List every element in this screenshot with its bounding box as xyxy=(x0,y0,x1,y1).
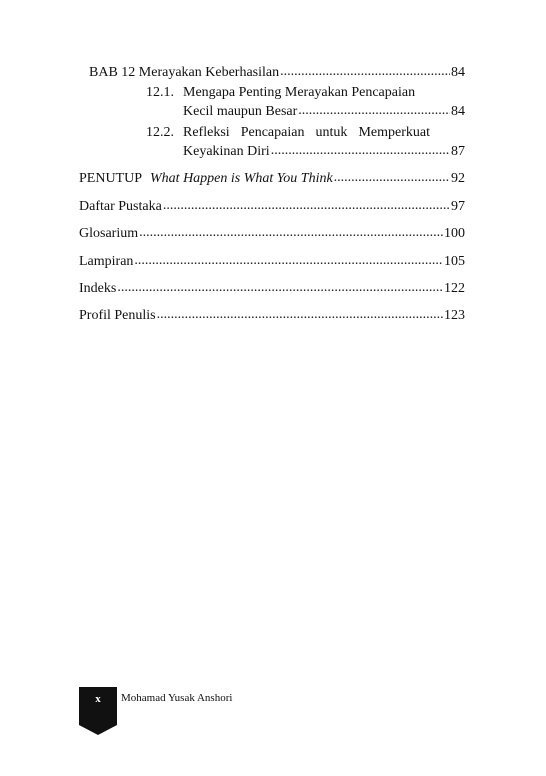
toc-entry-daftar-pustaka xyxy=(79,198,465,216)
toc-entry-12-1-number xyxy=(146,84,174,102)
toc-entry-glosarium xyxy=(79,225,465,243)
toc-section-number: 12.2. xyxy=(146,125,174,140)
toc-entry-lampiran xyxy=(79,253,465,271)
toc-entry-page: 97 xyxy=(451,199,465,214)
footer-author: Mohamad Yusak Anshori xyxy=(121,692,233,704)
toc-entry-subtitle: What Happen is What You Think xyxy=(150,171,333,186)
toc-entry-page: 100 xyxy=(444,226,465,241)
toc-entry-indeks xyxy=(79,280,465,298)
toc-entry-12-2-continued xyxy=(183,143,465,161)
toc-entry-page: 92 xyxy=(451,171,465,186)
toc-entry-label: Kecil maupun Besar xyxy=(183,104,298,119)
toc-entry-page: 84 xyxy=(451,65,465,80)
toc-leader-dots xyxy=(117,279,443,297)
toc-entry-label: Lampiran xyxy=(79,254,134,269)
toc-entry-label: Glosarium xyxy=(79,226,139,241)
toc-leader-dots xyxy=(157,306,443,324)
toc-leader-dots xyxy=(298,102,450,120)
page-number: x xyxy=(95,693,101,705)
toc-leader-dots xyxy=(271,142,450,160)
toc-leader-dots xyxy=(139,224,443,242)
toc-entry-bab-12 xyxy=(89,64,465,82)
toc-entry-label: Profil Penulis xyxy=(79,308,156,323)
toc-section-number: 12.1. xyxy=(146,85,174,100)
toc-entry-label: BAB 12 Merayakan Keberhasilan xyxy=(89,65,280,80)
toc-entry-label: Mengapa Penting Merayakan Pencapaian xyxy=(183,85,416,100)
toc-entry-label: Keyakinan Diri xyxy=(183,144,270,159)
toc-leader-dots xyxy=(334,169,450,187)
toc-entry-12-1-title xyxy=(183,84,415,102)
toc-entry-page: 122 xyxy=(444,281,465,296)
toc-entry-profil-penulis xyxy=(79,307,465,325)
toc-leader-dots xyxy=(163,197,450,215)
toc-entry-12-2-title xyxy=(183,124,430,142)
toc-entry-12-1-continued xyxy=(183,103,465,121)
toc-entry-label: Refleksi Pencapaian untuk Memperkuat xyxy=(183,125,430,140)
toc-entry-penutup xyxy=(79,170,465,188)
toc-entry-label: Daftar Pustaka xyxy=(79,199,162,214)
toc-entry-page: 84 xyxy=(451,104,465,119)
page-number-badge xyxy=(79,687,117,735)
toc-entry-label: PENUTUP xyxy=(79,171,143,186)
toc-entry-page: 87 xyxy=(451,144,465,159)
toc-entry-label: Indeks xyxy=(79,281,117,296)
toc-entry-page: 105 xyxy=(444,254,465,269)
toc-entry-page: 123 xyxy=(444,308,465,323)
toc-leader-dots xyxy=(280,63,450,81)
toc-leader-dots xyxy=(134,252,443,270)
toc-entry-12-2-number xyxy=(146,124,174,142)
